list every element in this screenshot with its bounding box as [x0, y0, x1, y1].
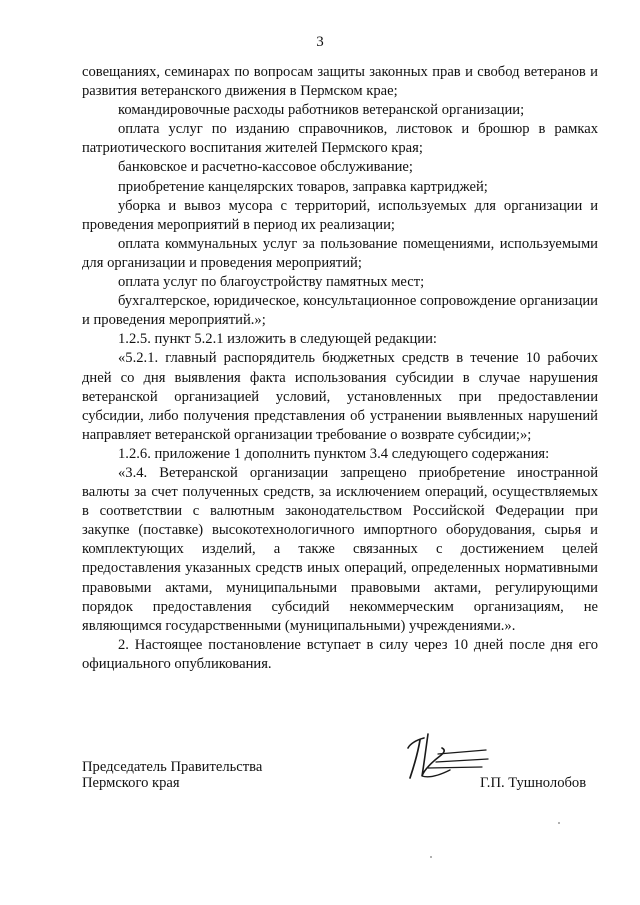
handwritten-signature [398, 726, 490, 790]
page-number: 3 [316, 34, 324, 50]
paragraph: бухгалтерское, юридическое, консультационное сопровождение организации и проведения мероприятий.»; [82, 293, 598, 329]
signatory-title-line: Председатель Правительства [82, 759, 263, 775]
paragraph: 1.2.6. приложение 1 дополнить пунктом 3.4 следующего содержания: [118, 445, 550, 462]
paragraph: оплата услуг по благоустройству памятных мест; [118, 274, 425, 291]
signatory-title-line: Пермского края [82, 775, 180, 791]
signatory-name: Г.П. Тушнолобов [480, 775, 587, 791]
paragraph: приобретение канцелярских товаров, заправка картриджей; [118, 178, 488, 195]
paragraph: «5.2.1. главный распорядитель бюджетных средств в течение 10 рабочих дней со дня выявления факта использования субсидии в случае нарушения ветеранской организацией условий, установленных при предоставлении субсидии, либо получения представления об устранении выявленных нарушений направляет ветеранской организации требование о возврате субсидии;»; [82, 350, 598, 443]
document-body [82, 63, 598, 674]
paragraph: оплата коммунальных услуг за пользование помещениями, используемыми для организации и проведения мероприятий; [82, 235, 598, 271]
paragraph: уборка и вывоз мусора с территорий, используемых для организации и проведения мероприятий в период их реализации; [82, 197, 598, 233]
paragraph: 2. Настоящее постановление вступает в силу через 10 дней после дня его официального опубликования. [82, 636, 598, 672]
paragraph: совещаниях, семинарах по вопросам защиты законных прав и свобод ветеранов и развития ветеранского движения в Пермском крае; [82, 64, 598, 100]
scan-speck [430, 856, 432, 858]
paragraph: командировочные расходы работников ветеранской организации; [118, 102, 525, 119]
paragraph: 1.2.5. пункт 5.2.1 изложить в следующей редакции: [118, 331, 437, 348]
paragraph: оплата услуг по изданию справочников, листовок и брошюр в рамках патриотического воспитания жителей Пермского края; [82, 121, 598, 157]
signatory-title [82, 759, 262, 791]
paragraph: «3.4. Ветеранской организации запрещено приобретение иностранной валюты за счет полученных средств, за исключением операций, осуществляемых в соответствии с валютным законодательством Российской Федерации при закупке (поставке) высокотехнологичного импортного оборудования, сырья и комплектующих изделий, а также связанных с достижением целей предоставления указанных средств иных операций, определенных нормативными правовыми актами, муниципальными правовыми актами, регулирующими порядок предоставления субсидий некоммерческим организациям, не являющимся государственными (муниципальными) учреждениями.». [82, 464, 598, 634]
paragraph: банковское и расчетно-кассовое обслуживание; [118, 159, 413, 176]
scan-speck [558, 822, 560, 824]
